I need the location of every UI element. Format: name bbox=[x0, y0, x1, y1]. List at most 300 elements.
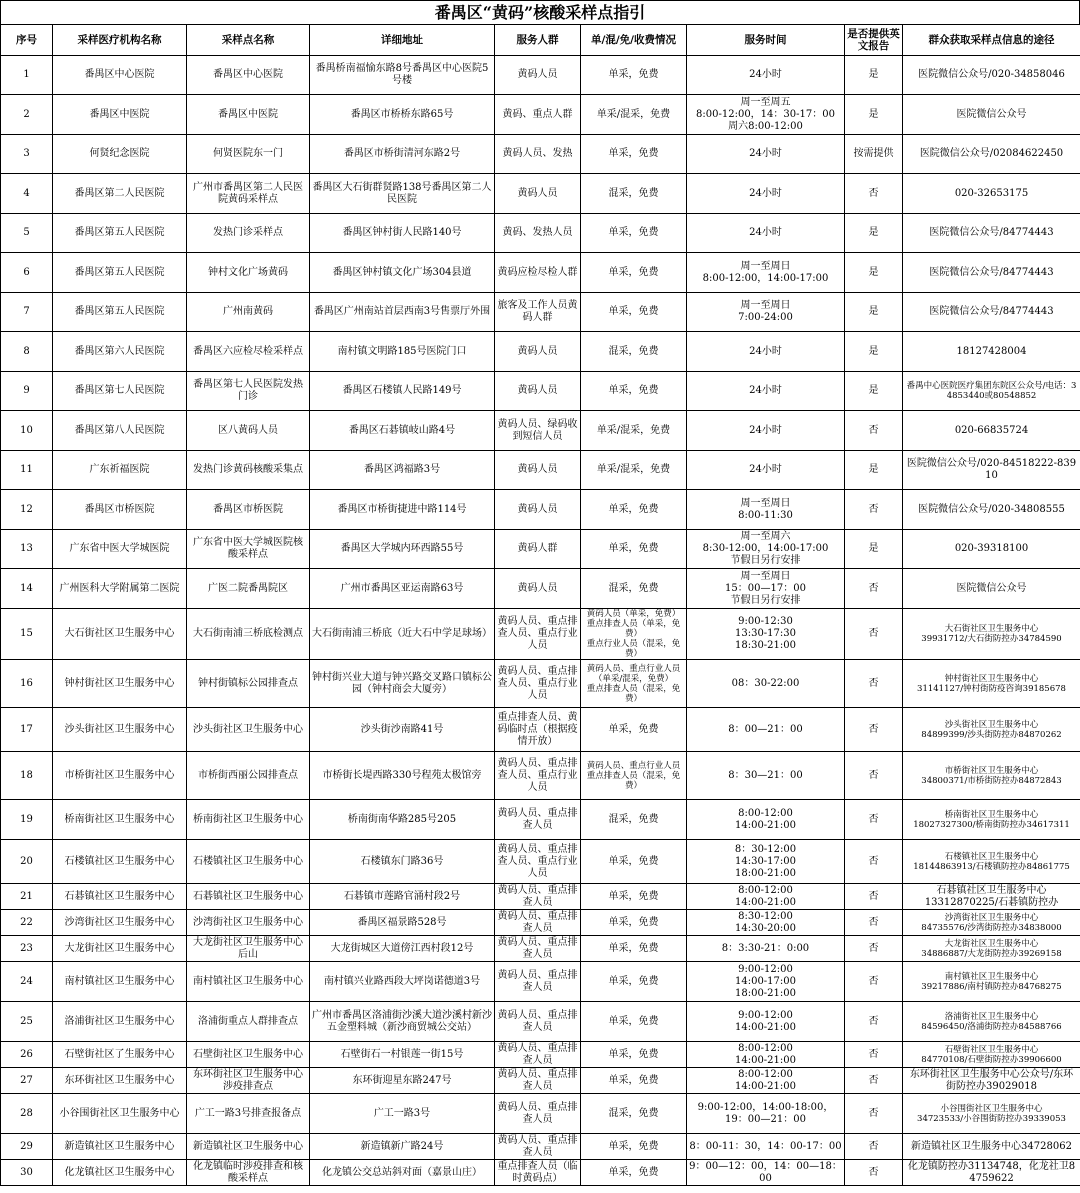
table-row bbox=[1, 174, 1080, 214]
cell-service-time: 24小时 bbox=[687, 174, 845, 214]
cell-index: 4 bbox=[1, 174, 53, 214]
cell-address: 广州市番禺区亚运南路63号 bbox=[310, 569, 495, 609]
cell-info-channel: 医院微信公众号/020-34808555 bbox=[903, 490, 1080, 530]
cell-address: 南村镇文明路185号医院门口 bbox=[310, 332, 495, 372]
cell-service-time: 8:00-12:00 14:00-21:00 bbox=[687, 1068, 845, 1094]
cell-site-name: 桥南街社区卫生服务中心 bbox=[187, 800, 310, 840]
cell-address: 钟村街兴业大道与钟兴路交叉路口镇标公园（钟村商会大厦旁） bbox=[310, 660, 495, 708]
cell-fee: 单采，免费 bbox=[581, 936, 687, 962]
cell-fee: 单采，免费 bbox=[581, 253, 687, 293]
cell-institution: 番禺区第五人民医院 bbox=[53, 253, 187, 293]
cell-index: 24 bbox=[1, 962, 53, 1002]
cell-service-time: 9:00-12:30 13:30-17:30 18:30-21:00 bbox=[687, 609, 845, 660]
cell-english-report: 是 bbox=[845, 95, 903, 135]
cell-service-time: 9:00-12:00 14:00-17:00 18:00-21:00 bbox=[687, 962, 845, 1002]
table-row bbox=[1, 962, 1080, 1002]
cell-fee: 黄码人员、重点行业人员 重点排查人员（混采，免费） bbox=[581, 752, 687, 800]
cell-institution: 番禺区第八人民医院 bbox=[53, 411, 187, 451]
cell-address: 番禺区石楼镇人民路149号 bbox=[310, 372, 495, 411]
cell-service-time: 8：00-11：30，14：00-17：00 bbox=[687, 1134, 845, 1160]
cell-target-group: 黄码人员、重点排查人员 bbox=[495, 1068, 581, 1094]
cell-target-group: 黄码人员 bbox=[495, 56, 581, 95]
table-row bbox=[1, 332, 1080, 372]
cell-target-group: 黄码人员、重点排查人员 bbox=[495, 1042, 581, 1068]
cell-address: 番禺区大学城内环西路55号 bbox=[310, 530, 495, 569]
cell-service-time: 9:00-12:00 14:00-21:00 bbox=[687, 1002, 845, 1042]
cell-fee: 单采，免费 bbox=[581, 1160, 687, 1186]
table-row bbox=[1, 451, 1080, 490]
cell-site-name: 沙湾街社区卫生服务中心 bbox=[187, 910, 310, 936]
cell-info-channel: 医院微信公众号 bbox=[903, 569, 1080, 609]
cell-address: 石楼镇东门路36号 bbox=[310, 840, 495, 884]
cell-service-time: 8：30—21：00 bbox=[687, 752, 845, 800]
cell-site-name: 番禺区第七人民医院发热门诊 bbox=[187, 372, 310, 411]
cell-site-name: 洛浦街重点人群排查点 bbox=[187, 1002, 310, 1042]
cell-service-time: 24小时 bbox=[687, 411, 845, 451]
cell-index: 23 bbox=[1, 936, 53, 962]
cell-target-group: 黄码人群 bbox=[495, 530, 581, 569]
cell-target-group: 黄码人员、重点排查人员 bbox=[495, 800, 581, 840]
cell-service-time: 8:00-12:00 14:00-21:00 bbox=[687, 884, 845, 910]
header-cell-address: 详细地址 bbox=[310, 25, 495, 56]
table-row bbox=[1, 660, 1080, 708]
table-row bbox=[1, 530, 1080, 569]
cell-english-report: 否 bbox=[845, 1002, 903, 1042]
cell-service-time: 周一至周日 8:00-11:30 bbox=[687, 490, 845, 530]
table-row bbox=[1, 910, 1080, 936]
cell-site-name: 广医二院番禺院区 bbox=[187, 569, 310, 609]
cell-info-channel: 钟村街社区卫生服务中心 31141127/钟村街防疫咨询39185678 bbox=[903, 660, 1080, 708]
cell-fee: 单采，免费 bbox=[581, 530, 687, 569]
cell-info-channel: 洛浦街社区卫生服务中心 84596450/洛浦街防控办84588766 bbox=[903, 1002, 1080, 1042]
cell-english-report: 是 bbox=[845, 372, 903, 411]
table-row bbox=[1, 936, 1080, 962]
cell-english-report: 否 bbox=[845, 800, 903, 840]
cell-target-group: 黄码人员 bbox=[495, 174, 581, 214]
cell-institution: 番禺区第二人民医院 bbox=[53, 174, 187, 214]
cell-institution: 番禺区中心医院 bbox=[53, 56, 187, 95]
table-row bbox=[1, 1134, 1080, 1160]
cell-service-time: 周一至周五 8:00-12:00，14：30-17：00 周六8:00-12:00 bbox=[687, 95, 845, 135]
cell-service-time: 8:00-12:00 14:00-21:00 bbox=[687, 1042, 845, 1068]
cell-fee: 混采，免费 bbox=[581, 800, 687, 840]
table-row bbox=[1, 135, 1080, 174]
cell-english-report: 否 bbox=[845, 609, 903, 660]
cell-info-channel: 医院微信公众号/84774443 bbox=[903, 293, 1080, 332]
cell-site-name: 石楼镇社区卫生服务中心 bbox=[187, 840, 310, 884]
cell-info-channel: 大龙街社区卫生服务中心 34886887/大龙街防控办39269158 bbox=[903, 936, 1080, 962]
cell-index: 6 bbox=[1, 253, 53, 293]
cell-site-name: 市桥街西丽公园排查点 bbox=[187, 752, 310, 800]
cell-site-name: 发热门诊采样点 bbox=[187, 214, 310, 253]
table-row bbox=[1, 609, 1080, 660]
cell-target-group: 黄码人员 bbox=[495, 490, 581, 530]
cell-fee: 单采，免费 bbox=[581, 884, 687, 910]
cell-site-name: 南村镇社区卫生服务中心 bbox=[187, 962, 310, 1002]
cell-address: 东环街迎星东路247号 bbox=[310, 1068, 495, 1094]
cell-english-report: 是 bbox=[845, 332, 903, 372]
cell-service-time: 8:30-12:00 14:30-20:00 bbox=[687, 910, 845, 936]
cell-fee: 混采，免费 bbox=[581, 1094, 687, 1134]
cell-english-report: 否 bbox=[845, 708, 903, 752]
cell-institution: 广州医科大学附属第二医院 bbox=[53, 569, 187, 609]
table-row bbox=[1, 1160, 1080, 1186]
cell-site-name: 新造镇社区卫生服务中心 bbox=[187, 1134, 310, 1160]
cell-address: 新造镇新广路24号 bbox=[310, 1134, 495, 1160]
table-row bbox=[1, 752, 1080, 800]
cell-english-report: 否 bbox=[845, 910, 903, 936]
cell-site-name: 广州南黄码 bbox=[187, 293, 310, 332]
cell-index: 2 bbox=[1, 95, 53, 135]
cell-institution: 番禺区市桥医院 bbox=[53, 490, 187, 530]
cell-service-time: 24小时 bbox=[687, 135, 845, 174]
cell-service-time: 24小时 bbox=[687, 56, 845, 95]
cell-info-channel: 石碁镇社区卫生服务中心 13312870225/石碁镇防控办 bbox=[903, 884, 1080, 910]
cell-institution: 东环街社区卫生服务中心 bbox=[53, 1068, 187, 1094]
table-row bbox=[1, 372, 1080, 411]
cell-site-name: 区八黄码人员 bbox=[187, 411, 310, 451]
cell-address: 桥南街南华路285号205 bbox=[310, 800, 495, 840]
cell-institution: 番禺区第五人民医院 bbox=[53, 293, 187, 332]
header-cell-institution: 采样医疗机构名称 bbox=[53, 25, 187, 56]
cell-institution: 新造镇社区卫生服务中心 bbox=[53, 1134, 187, 1160]
cell-target-group: 重点排查人员（临时黄码点） bbox=[495, 1160, 581, 1186]
cell-institution: 市桥街社区卫生服务中心 bbox=[53, 752, 187, 800]
cell-english-report: 否 bbox=[845, 936, 903, 962]
cell-fee: 单采，免费 bbox=[581, 1068, 687, 1094]
table-row bbox=[1, 840, 1080, 884]
cell-target-group: 黄码人员 bbox=[495, 451, 581, 490]
cell-index: 9 bbox=[1, 372, 53, 411]
table-row bbox=[1, 569, 1080, 609]
cell-address: 番禺区钟村镇文化广场304县道 bbox=[310, 253, 495, 293]
cell-english-report: 是 bbox=[845, 451, 903, 490]
cell-target-group: 黄码人员 bbox=[495, 569, 581, 609]
cell-target-group: 黄码人员、重点排查人员 bbox=[495, 936, 581, 962]
cell-fee: 单采，免费 bbox=[581, 214, 687, 253]
cell-fee: 单采，免费 bbox=[581, 372, 687, 411]
cell-info-channel: 桥南街社区卫生服务中心 18027327300/桥南街防控办34617311 bbox=[903, 800, 1080, 840]
cell-institution: 番禺区中医院 bbox=[53, 95, 187, 135]
cell-address: 番禺区钟村街人民路140号 bbox=[310, 214, 495, 253]
cell-english-report: 否 bbox=[845, 752, 903, 800]
cell-address: 番禺区石碁镇岐山路4号 bbox=[310, 411, 495, 451]
cell-english-report: 否 bbox=[845, 660, 903, 708]
cell-target-group: 黄码人员、重点排查人员、重点行业人员 bbox=[495, 609, 581, 660]
cell-index: 30 bbox=[1, 1160, 53, 1186]
cell-site-name: 东环街社区卫生服务中心涉疫排查点 bbox=[187, 1068, 310, 1094]
cell-index: 25 bbox=[1, 1002, 53, 1042]
cell-index: 26 bbox=[1, 1042, 53, 1068]
cell-service-time: 24小时 bbox=[687, 451, 845, 490]
cell-target-group: 黄码人员、重点排查人员 bbox=[495, 1134, 581, 1160]
cell-index: 1 bbox=[1, 56, 53, 95]
cell-english-report: 是 bbox=[845, 293, 903, 332]
table-row bbox=[1, 1068, 1080, 1094]
cell-index: 7 bbox=[1, 293, 53, 332]
cell-site-name: 番禺区市桥医院 bbox=[187, 490, 310, 530]
cell-institution: 番禺区第五人民医院 bbox=[53, 214, 187, 253]
cell-index: 18 bbox=[1, 752, 53, 800]
cell-address: 番禺区市桥桥东路65号 bbox=[310, 95, 495, 135]
cell-target-group: 黄码人员、重点排查人员 bbox=[495, 962, 581, 1002]
cell-service-time: 8:00-12:00 14:00-21:00 bbox=[687, 800, 845, 840]
cell-target-group: 黄码人员、发热 bbox=[495, 135, 581, 174]
cell-english-report: 否 bbox=[845, 174, 903, 214]
cell-target-group: 重点排查人员、黄码临时点（根据疫情开放） bbox=[495, 708, 581, 752]
cell-info-channel: 医院微信公众号/020-84518222-83910 bbox=[903, 451, 1080, 490]
table-row bbox=[1, 1002, 1080, 1042]
table-row bbox=[1, 214, 1080, 253]
table-row bbox=[1, 56, 1080, 95]
header-cell-info-channel: 群众获取采样点信息的途径 bbox=[903, 25, 1080, 56]
cell-service-time: 24小时 bbox=[687, 332, 845, 372]
cell-target-group: 黄码人员 bbox=[495, 372, 581, 411]
cell-institution: 何贤纪念医院 bbox=[53, 135, 187, 174]
cell-target-group: 黄码人员、重点排查人员 bbox=[495, 1002, 581, 1042]
table-row bbox=[1, 411, 1080, 451]
cell-site-name: 化龙镇临时涉疫排查和核酸采样点 bbox=[187, 1160, 310, 1186]
cell-institution: 化龙镇社区卫生服务中心 bbox=[53, 1160, 187, 1186]
cell-fee: 单采/混采，免费 bbox=[581, 95, 687, 135]
cell-fee: 单采，免费 bbox=[581, 1002, 687, 1042]
cell-site-name: 广州市番禺区第二人民医院黄码采样点 bbox=[187, 174, 310, 214]
cell-fee: 单采，免费 bbox=[581, 910, 687, 936]
cell-service-time: 周一至周日 15：00—17：00 节假日另行安排 bbox=[687, 569, 845, 609]
cell-institution: 桥南街社区卫生服务中心 bbox=[53, 800, 187, 840]
cell-english-report: 否 bbox=[845, 1160, 903, 1186]
cell-institution: 广东省中医大学城医院 bbox=[53, 530, 187, 569]
table-row bbox=[1, 253, 1080, 293]
cell-institution: 番禺区第七人民医院 bbox=[53, 372, 187, 411]
cell-index: 13 bbox=[1, 530, 53, 569]
cell-info-channel: 020-39318100 bbox=[903, 530, 1080, 569]
cell-index: 16 bbox=[1, 660, 53, 708]
cell-address: 石壁街石一村银莲一街15号 bbox=[310, 1042, 495, 1068]
cell-english-report: 否 bbox=[845, 1068, 903, 1094]
cell-service-time: 8：3:30-21：0:00 bbox=[687, 936, 845, 962]
sampling-sites-table bbox=[0, 24, 1080, 1186]
header-cell-service-time: 服务时间 bbox=[687, 25, 845, 56]
cell-institution: 南村镇社区卫生服务中心 bbox=[53, 962, 187, 1002]
cell-institution: 沙湾街社区卫生服务中心 bbox=[53, 910, 187, 936]
cell-site-name: 石壁街社区卫生服务中心 bbox=[187, 1042, 310, 1068]
cell-info-channel: 020-32653175 bbox=[903, 174, 1080, 214]
header-row bbox=[1, 25, 1080, 56]
cell-target-group: 黄码人员、重点排查人员、重点行业人员 bbox=[495, 752, 581, 800]
cell-service-time: 8：00—21：00 bbox=[687, 708, 845, 752]
cell-address: 番禺区市桥街捷进中路114号 bbox=[310, 490, 495, 530]
cell-english-report: 否 bbox=[845, 1042, 903, 1068]
header-cell-target-group: 服务人群 bbox=[495, 25, 581, 56]
cell-target-group: 黄码应检尽检人群 bbox=[495, 253, 581, 293]
cell-info-channel: 医院微信公众号/84774443 bbox=[903, 253, 1080, 293]
table-row bbox=[1, 800, 1080, 840]
cell-target-group: 黄码人员、重点排查人员 bbox=[495, 1094, 581, 1134]
cell-english-report: 按需提供 bbox=[845, 135, 903, 174]
cell-index: 29 bbox=[1, 1134, 53, 1160]
cell-fee: 单采，免费 bbox=[581, 56, 687, 95]
cell-service-time: 8：30-12:00 14:30-17:00 18:00-21:00 bbox=[687, 840, 845, 884]
cell-address: 番禺区鸿福路3号 bbox=[310, 451, 495, 490]
cell-info-channel: 石楼镇社区卫生服务中心 18144863913/石楼镇防控办84861775 bbox=[903, 840, 1080, 884]
cell-fee: 单采，免费 bbox=[581, 490, 687, 530]
cell-info-channel: 大石街社区卫生服务中心 39931712/大石街防控办34784590 bbox=[903, 609, 1080, 660]
cell-target-group: 黄码人员、重点排查人员、重点行业人员 bbox=[495, 840, 581, 884]
cell-index: 22 bbox=[1, 910, 53, 936]
cell-fee: 黄码人员（单采，免费） 重点排查人员（单采，免费） 重点行业人员（混采，免费） bbox=[581, 609, 687, 660]
cell-site-name: 钟村文化广场黄码 bbox=[187, 253, 310, 293]
cell-fee: 单采，免费 bbox=[581, 135, 687, 174]
cell-site-name: 大石街南浦三桥底检测点 bbox=[187, 609, 310, 660]
cell-fee: 混采，免费 bbox=[581, 332, 687, 372]
cell-info-channel: 医院微信公众号/02084622450 bbox=[903, 135, 1080, 174]
cell-address: 广工一路3号 bbox=[310, 1094, 495, 1134]
cell-info-channel: 医院微信公众号/84774443 bbox=[903, 214, 1080, 253]
cell-info-channel: 南村镇社区卫生服务中心 39217886/南村镇防控办84768275 bbox=[903, 962, 1080, 1002]
cell-english-report: 是 bbox=[845, 253, 903, 293]
cell-target-group: 黄码人员、重点排查人员 bbox=[495, 884, 581, 910]
cell-institution: 洛浦街社区卫生服务中心 bbox=[53, 1002, 187, 1042]
cell-fee: 单采，免费 bbox=[581, 1134, 687, 1160]
cell-fee: 单采，免费 bbox=[581, 840, 687, 884]
cell-institution: 广东祈福医院 bbox=[53, 451, 187, 490]
cell-index: 27 bbox=[1, 1068, 53, 1094]
cell-fee: 单采，免费 bbox=[581, 293, 687, 332]
cell-address: 番禺区福景路528号 bbox=[310, 910, 495, 936]
cell-index: 28 bbox=[1, 1094, 53, 1134]
table-row bbox=[1, 293, 1080, 332]
cell-index: 19 bbox=[1, 800, 53, 840]
cell-address: 石碁镇市莲路官涌村段2号 bbox=[310, 884, 495, 910]
cell-info-channel: 化龙镇防控办31134748，化龙社卫84759622 bbox=[903, 1160, 1080, 1186]
cell-info-channel: 沙湾街社区卫生服务中心 84735576/沙湾街防控办34838000 bbox=[903, 910, 1080, 936]
cell-target-group: 黄码人员 bbox=[495, 332, 581, 372]
cell-address: 番禺桥南福愉东路8号番禺区中心医院5号楼 bbox=[310, 56, 495, 95]
cell-index: 17 bbox=[1, 708, 53, 752]
cell-site-name: 番禺区中心医院 bbox=[187, 56, 310, 95]
cell-info-channel: 020-66835724 bbox=[903, 411, 1080, 451]
cell-service-time: 08：30-22:00 bbox=[687, 660, 845, 708]
table-row bbox=[1, 490, 1080, 530]
cell-institution: 钟村街社区卫生服务中心 bbox=[53, 660, 187, 708]
cell-index: 12 bbox=[1, 490, 53, 530]
cell-target-group: 黄码人员、绿码收到短信人员 bbox=[495, 411, 581, 451]
cell-fee: 混采，免费 bbox=[581, 569, 687, 609]
table-row bbox=[1, 95, 1080, 135]
cell-institution: 番禺区第六人民医院 bbox=[53, 332, 187, 372]
cell-service-time: 24小时 bbox=[687, 214, 845, 253]
cell-address: 番禺区大石街群贤路138号番禺区第二人民医院 bbox=[310, 174, 495, 214]
cell-fee: 单采，免费 bbox=[581, 962, 687, 1002]
cell-english-report: 否 bbox=[845, 490, 903, 530]
table-title: 番禺区“黄码”核酸采样点指引 bbox=[0, 0, 1080, 24]
cell-address: 沙头街沙南路41号 bbox=[310, 708, 495, 752]
cell-institution: 沙头街社区卫生服务中心 bbox=[53, 708, 187, 752]
cell-service-time: 9:00-12:00，14:00-18:00， 19：00—21：00 bbox=[687, 1094, 845, 1134]
cell-info-channel: 东环街社区卫生服务中心公众号/东环街防控办39029018 bbox=[903, 1068, 1080, 1094]
cell-site-name: 何贤医院东一门 bbox=[187, 135, 310, 174]
cell-index: 10 bbox=[1, 411, 53, 451]
cell-site-name: 广工一路3号排查报备点 bbox=[187, 1094, 310, 1134]
cell-address: 化龙镇公交总站斜对面（嘉景山庄） bbox=[310, 1160, 495, 1186]
cell-index: 8 bbox=[1, 332, 53, 372]
header-cell-fee: 单/混/免/收费情况 bbox=[581, 25, 687, 56]
cell-info-channel: 新造镇社区卫生服务中心34728062 bbox=[903, 1134, 1080, 1160]
cell-info-channel: 18127428004 bbox=[903, 332, 1080, 372]
cell-info-channel: 小谷围街社区卫生服务中心 34723533/小谷围街防控办39339053 bbox=[903, 1094, 1080, 1134]
cell-english-report: 否 bbox=[845, 1134, 903, 1160]
cell-english-report: 否 bbox=[845, 411, 903, 451]
cell-institution: 大龙街社区卫生服务中心 bbox=[53, 936, 187, 962]
cell-service-time: 24小时 bbox=[687, 372, 845, 411]
cell-target-group: 黄码、发热人员 bbox=[495, 214, 581, 253]
cell-index: 21 bbox=[1, 884, 53, 910]
cell-target-group: 黄码人员、重点排查人员 bbox=[495, 910, 581, 936]
cell-index: 20 bbox=[1, 840, 53, 884]
cell-institution: 石壁街社区了生服务中心 bbox=[53, 1042, 187, 1068]
cell-index: 15 bbox=[1, 609, 53, 660]
cell-index: 3 bbox=[1, 135, 53, 174]
cell-fee: 黄码人员、重点行业人员（单采/混采，免费） 重点排查人员（混采，免费） bbox=[581, 660, 687, 708]
cell-site-name: 广东省中医大学城医院核酸采样点 bbox=[187, 530, 310, 569]
cell-institution: 石碁镇社区卫生服务中心 bbox=[53, 884, 187, 910]
cell-service-time: 周一至周日 7:00-24:00 bbox=[687, 293, 845, 332]
cell-fee: 单采/混采，免费 bbox=[581, 451, 687, 490]
cell-site-name: 番禺区中医院 bbox=[187, 95, 310, 135]
cell-target-group: 黄码人员、重点排查人员、重点行业人员 bbox=[495, 660, 581, 708]
cell-info-channel: 市桥街社区卫生服务中心 34800371/市桥街防控办84872843 bbox=[903, 752, 1080, 800]
cell-index: 11 bbox=[1, 451, 53, 490]
cell-site-name: 大龙街社区卫生服务中心后山 bbox=[187, 936, 310, 962]
cell-english-report: 否 bbox=[845, 962, 903, 1002]
cell-english-report: 否 bbox=[845, 840, 903, 884]
cell-service-time: 周一至周日 8:00-12:00，14:00-17:00 bbox=[687, 253, 845, 293]
cell-address: 大石街南浦三桥底（近大石中学足球场） bbox=[310, 609, 495, 660]
cell-info-channel: 番禺中心医院医疗集团东院区公众号/电话：34853440或80548852 bbox=[903, 372, 1080, 411]
cell-address: 番禺区广州南站首层西南3号售票厅外围 bbox=[310, 293, 495, 332]
cell-target-group: 黄码、重点人群 bbox=[495, 95, 581, 135]
cell-address: 南村镇兴业路西段大坪岗诺德道3号 bbox=[310, 962, 495, 1002]
cell-institution: 石楼镇社区卫生服务中心 bbox=[53, 840, 187, 884]
cell-site-name: 番禺区六应检尽检采样点 bbox=[187, 332, 310, 372]
header-cell-english-report: 是否提供英文报告 bbox=[845, 25, 903, 56]
cell-fee: 混采，免费 bbox=[581, 174, 687, 214]
cell-index: 14 bbox=[1, 569, 53, 609]
header-cell-index: 序号 bbox=[1, 25, 53, 56]
cell-english-report: 是 bbox=[845, 56, 903, 95]
cell-english-report: 否 bbox=[845, 884, 903, 910]
cell-info-channel: 沙头街社区卫生服务中心 84899399/沙头街防控办84870262 bbox=[903, 708, 1080, 752]
cell-institution: 小谷围街社区卫生服务中心 bbox=[53, 1094, 187, 1134]
header-cell-site-name: 采样点名称 bbox=[187, 25, 310, 56]
cell-index: 5 bbox=[1, 214, 53, 253]
cell-service-time: 9：00—12：00，14：00—18：00 bbox=[687, 1160, 845, 1186]
cell-target-group: 旅客及工作人员黄码人群 bbox=[495, 293, 581, 332]
cell-address: 大龙街城区大道傍江西村段12号 bbox=[310, 936, 495, 962]
cell-site-name: 钟村街镇标公园排查点 bbox=[187, 660, 310, 708]
cell-service-time: 周一至周六 8:30-12:00，14:00-17:00 节假日另行安排 bbox=[687, 530, 845, 569]
cell-address: 市桥街长堤西路330号程苑太极馆旁 bbox=[310, 752, 495, 800]
cell-english-report: 是 bbox=[845, 530, 903, 569]
cell-info-channel: 石壁街社区卫生服务中心 84770108/石壁街防控办39906600 bbox=[903, 1042, 1080, 1068]
cell-english-report: 否 bbox=[845, 1094, 903, 1134]
table-row bbox=[1, 1094, 1080, 1134]
cell-address: 广州市番禺区洛浦街沙溪大道沙溪村新沙五金塑料城（新沙商贸城公交站） bbox=[310, 1002, 495, 1042]
cell-institution: 大石街社区卫生服务中心 bbox=[53, 609, 187, 660]
cell-address: 番禺区市桥街清河东路2号 bbox=[310, 135, 495, 174]
cell-fee: 单采，免费 bbox=[581, 1042, 687, 1068]
